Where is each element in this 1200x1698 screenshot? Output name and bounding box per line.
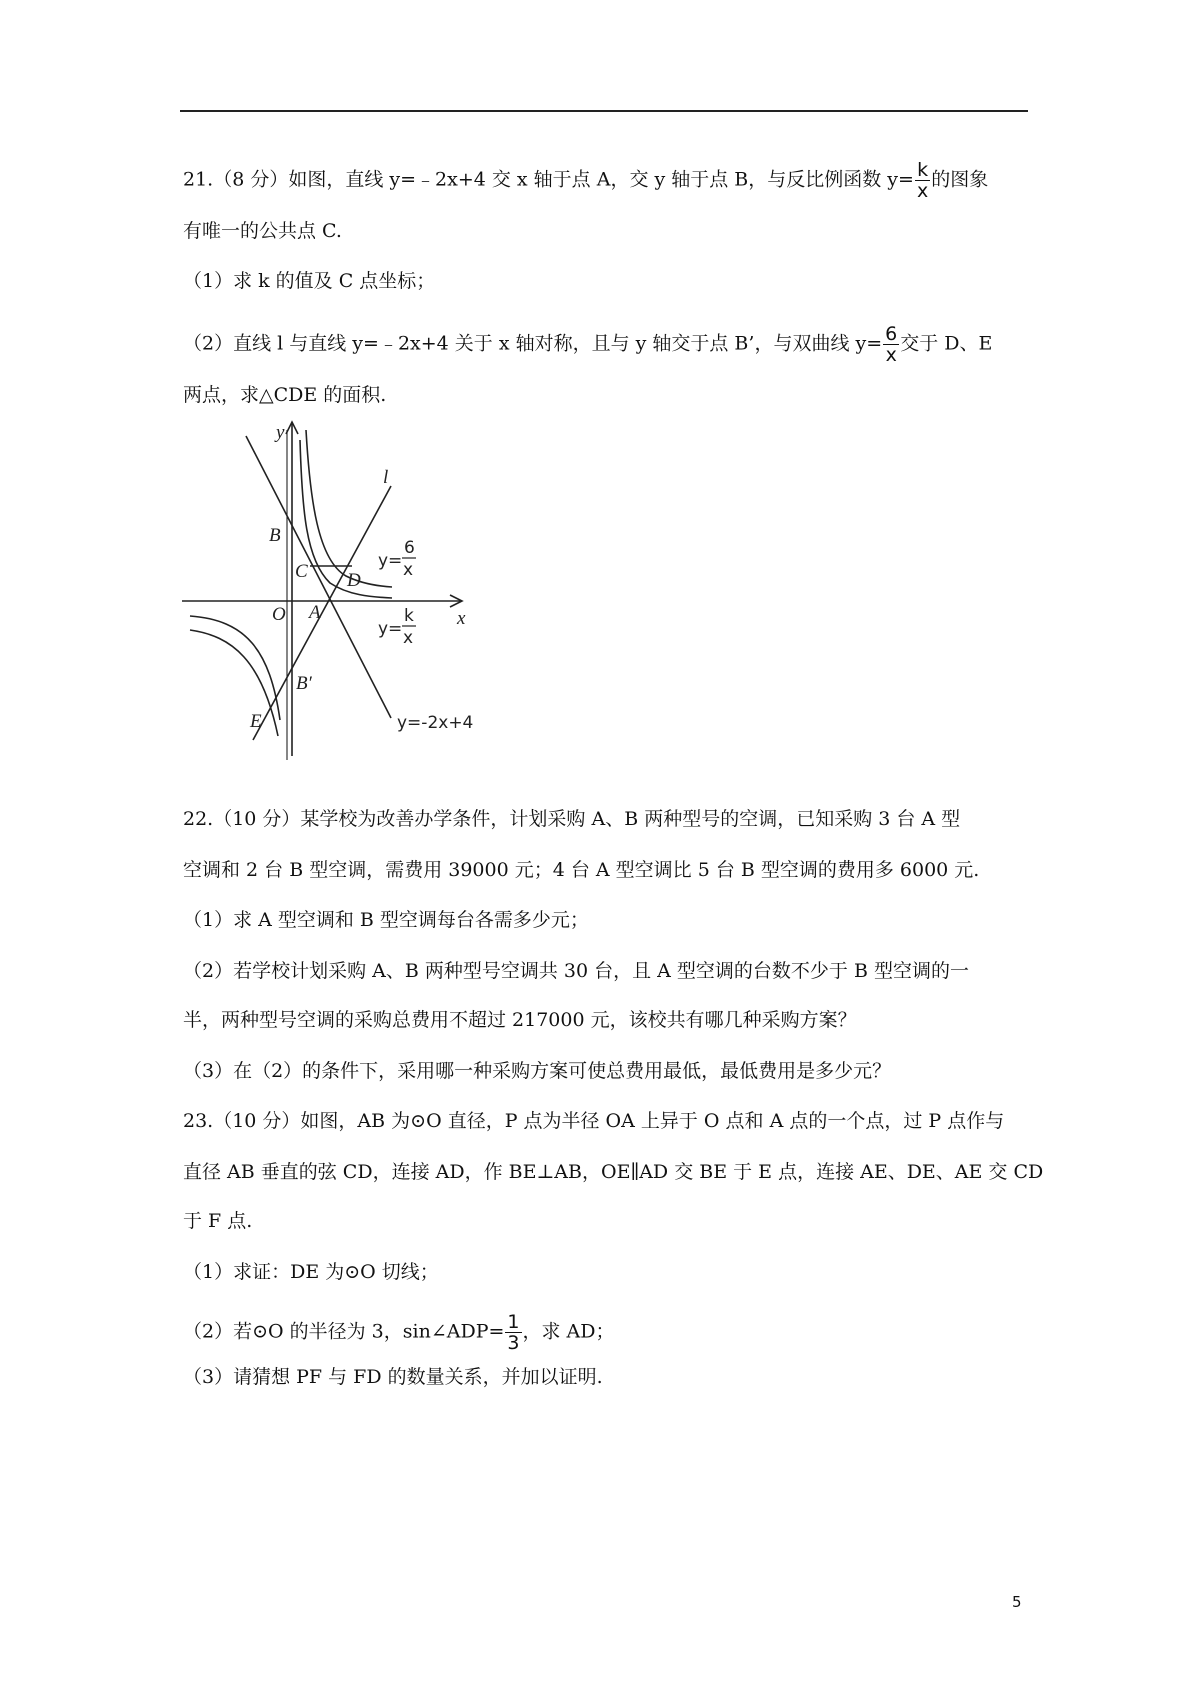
label-D: D <box>347 570 361 591</box>
q21-sub-2 <box>183 324 992 365</box>
q21-text-b: 的图象 <box>931 168 989 191</box>
q21-sub-1: （1）求 k 的值及 C 点坐标； <box>183 270 436 292</box>
frac-den: 3 <box>507 1332 520 1354</box>
q21-text-a: 21.（8 分）如图，直线 y=﹣2x+4 交 x 轴于点 A，交 y 轴于点 B，与反比例函数 y= <box>183 168 914 191</box>
label-E: E <box>250 711 262 732</box>
label-l: l <box>383 467 389 488</box>
q21-fraction-k-over-x <box>915 160 930 201</box>
header-rule <box>180 110 1028 112</box>
q23-sub-1: （1）求证：DE 为⊙O 切线； <box>183 1261 439 1283</box>
q21-sub-2-cont: 两点，求△CDE 的面积. <box>183 384 387 406</box>
q23-sub-2-text-b: ，求 AD； <box>522 1320 615 1343</box>
q21-line-1 <box>183 160 988 201</box>
q21-sub-2-text-b: 交于 D、E <box>900 332 993 355</box>
label-B: B <box>269 525 281 546</box>
eq-6-over-x-num: 6 <box>404 538 415 558</box>
q23-line-2: 直径 AB 垂直的弦 CD，连接 AD，作 BE⊥AB，OE∥AD 交 BE 于 E 点，连接 AE、DE、AE 交 CD <box>183 1161 1044 1183</box>
hyperbola-6-over-x-q3 <box>190 630 278 736</box>
q21-fraction-6-over-x <box>883 324 899 365</box>
q22-sub-2: （2）若学校计划采购 A、B 两种型号空调共 30 台，且 A 型空调的台数不少于 B 型空调的一 <box>183 960 969 982</box>
q21-sub-2-text-a: （2）直线 l 与直线 y=﹣2x+4 关于 x 轴对称，且与 y 轴交于点 B’，与双曲线 y= <box>183 332 883 355</box>
frac-num: 6 <box>885 323 898 345</box>
eq-line-label: y=-2x+4 <box>397 713 474 733</box>
line-y-minus-2x-plus-4 <box>246 436 391 718</box>
label-A: A <box>309 602 321 623</box>
eq-k-over-x-den: x <box>403 628 414 648</box>
q22-line-2: 空调和 2 台 B 型空调，需费用 39000 元；4 台 A 型空调比 5 台 B 型空调的费用多 6000 元. <box>183 859 980 881</box>
eq-k-over-x-prefix: y= <box>378 619 403 639</box>
q23-sub-2-text-a: （2）若⊙O 的半径为 3，sin∠ADP= <box>183 1320 505 1343</box>
frac-den: x <box>916 180 929 202</box>
frac-den: x <box>885 344 897 366</box>
page-number: 5 <box>1012 1593 1022 1611</box>
frac-num: k <box>915 160 930 181</box>
q22-line-1: 22.（10 分）某学校为改善办学条件，计划采购 A、B 两种型号的空调，已知采购 3 台 A 型 <box>183 808 961 830</box>
q23-sub-2 <box>183 1312 615 1353</box>
label-O: O <box>272 604 286 625</box>
eq-k-over-x-num: k <box>404 606 414 626</box>
q21-figure <box>178 415 478 790</box>
q23-line-1: 23.（10 分）如图，AB 为⊙O 直径，P 点为半径 OA 上异于 O 点和 A 点的一个点，过 P 点作与 <box>183 1110 1005 1132</box>
q23-sub-3: （3）请猜想 PF 与 FD 的数量关系，并加以证明. <box>183 1366 603 1388</box>
q23-fraction-1-over-3 <box>505 1312 521 1353</box>
q23-line-3: 于 F 点. <box>183 1210 253 1232</box>
q22-sub-2-cont: 半，两种型号空调的采购总费用不超过 217000 元，该校共有哪几种采购方案？ <box>183 1009 857 1031</box>
label-B-prime: B′ <box>296 673 312 694</box>
eq-6-over-x-prefix: y= <box>378 551 403 571</box>
q22-sub-1: （1）求 A 型空调和 B 型空调每台各需多少元； <box>183 909 589 931</box>
hyperbola-k-over-x-q3 <box>190 616 280 720</box>
label-x: x <box>457 608 466 629</box>
q22-sub-3: （3）在（2）的条件下，采用哪一种采购方案可使总费用最低，最低费用是多少元？ <box>183 1060 892 1082</box>
label-y: y <box>276 422 285 443</box>
q21-line-2: 有唯一的公共点 C. <box>183 220 342 242</box>
hyperbola-k-over-x-q1 <box>300 440 392 598</box>
label-C: C <box>295 561 308 582</box>
frac-num: 1 <box>507 1311 520 1333</box>
eq-6-over-x-den: x <box>403 560 414 580</box>
